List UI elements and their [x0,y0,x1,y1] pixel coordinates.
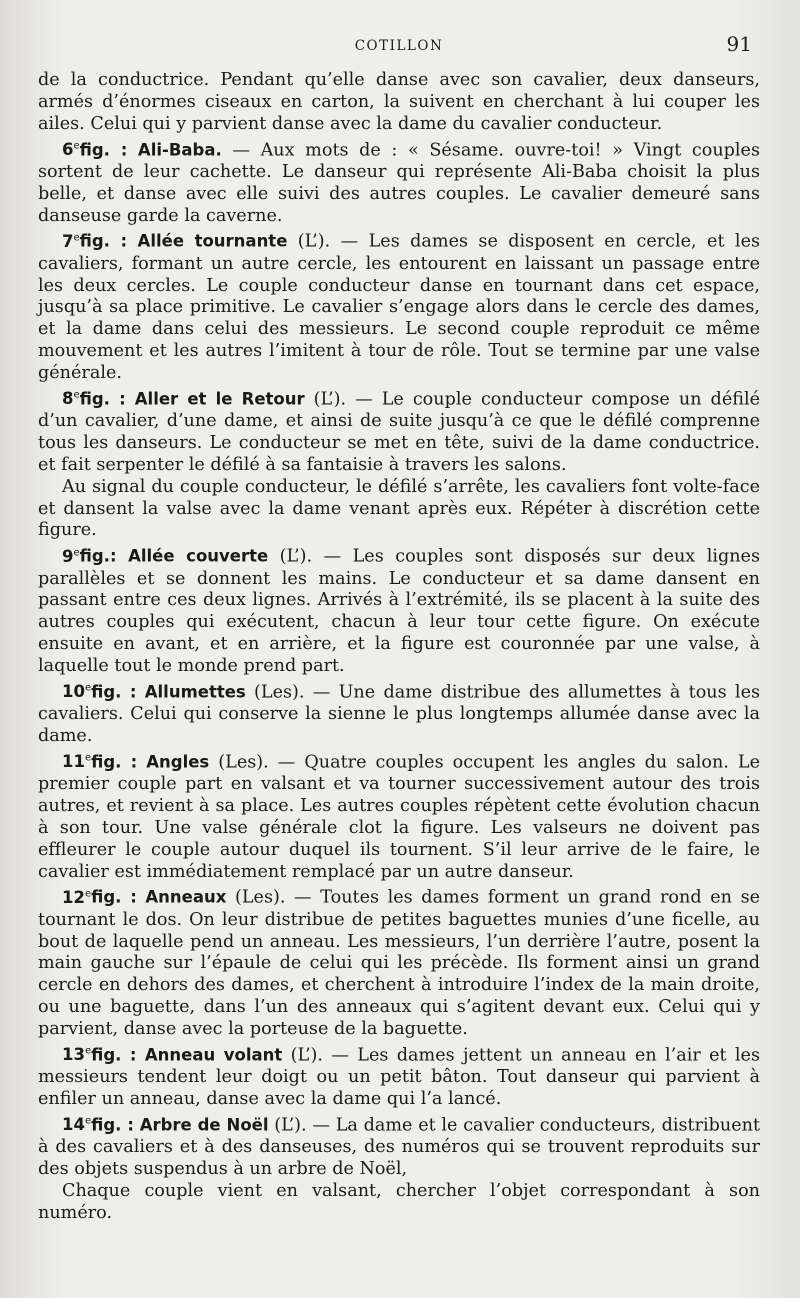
figure-label: fig. : [91,752,138,772]
figure-description: (L’). — Les dames jettent un anneau en l’air et les messieurs tendent leur doigt ou un petit bâton. Tout danseur qui parvient à enfiler un anneau, danse avec la dame qui l’a lancé. [38,1045,760,1109]
figure-label: fig. : [79,231,128,251]
figure-number: 13e [62,1045,92,1065]
figure-number: 6e [62,140,80,160]
figure-label: fig. : [91,887,137,907]
paragraph-text: de la conductrice. Pendant qu’elle danse avec son cavalier, deux danseurs, armés d’énormes ciseaux en carton, la suivent en cherchant à lui couper les ailes. Celui qui y parvient danse avec la dame du cavalier conducteur. [38,70,760,134]
figure-description: — Aux mots de : « Sésame. ouvre-toi! » Vingt couples sortent de leur cachette. Le danseur qui représente Ali-Baba choisit la plus belle, et danse avec elle suivi des autres couples. Le cavalier demeuré sans danseuse garde la caverne. [38,140,760,226]
figure-name: Allée couverte [128,546,269,566]
figure-entry [38,678,760,748]
figure-number: 8e [62,389,80,409]
figure-description: (Les). — Toutes les dames forment un grand rond en se tournant le dos. On leur distribue de petites baguettes munies d’une ficelle, au bout de laquelle pend un anneau. Les messieurs, l’un derrière l’autre, posent la main gauche sur l’épaule de celui qui les précède. Ils forment ainsi un grand cercle en dehors des dames, et cherchent à introduire l’index de la main droite, ou une baguette, dans l’un des anneaux qui s’agitent devant eux. Celui qui y parvient, danse avec la porteuse de la baguette. [38,887,761,1039]
figure-description: (L’). — La dame et le cavalier conducteurs, distribuent à des cavaliers et à des danseuses, des numéros qui se trouvent reproduits sur des objets suspendus à un arbre de Noël, [38,1115,761,1179]
figure-entry [38,385,760,477]
figure-ordinal-suffix: e [84,1115,92,1127]
figure-label: fig. : [79,389,126,409]
figure-number: 14e [62,1115,92,1135]
figure-number: 10e [62,682,92,702]
figure-entry [38,748,760,884]
figure-description: (Les). — Quatre couples occupent les angles du salon. Le premier couple part en valsant et va tourner successivement autour des trois autres, et revient à sa place. Les autres couples répètent cette évolution chacun à son tour. Une valse générale clot la figure. Les valseurs ne doivent pas effleurer le couple autour duquel ils tournent. S’il leur arrive de le faire, le cavalier est immédiatement remplacé par un autre danseur. [38,752,761,882]
figure-description: (L’). — Le couple conducteur compose un défilé d’un cavalier, d’une dame, et ainsi de suite jusqu’à ce que le défilé comprenne tous les danseurs. Le conducteur se met en tête, suivi de la dame conductrice. et fait serpenter le défilé à sa fantaisie à travers les salons. [38,389,761,475]
paragraph-text: Chaque couple vient en valsant, chercher l’objet correspondant à son numéro. [38,1180,760,1223]
paragraph [38,477,760,543]
figure-name: Angles [146,752,210,772]
figure-entry [38,883,760,1040]
figure-ordinal-suffix: e [84,888,92,900]
figure-ordinal-suffix: e [73,232,80,244]
figure-name: Allée tournante [137,231,288,251]
running-title: COTILLON [354,38,444,54]
figure-entry [38,227,760,384]
figure-number: 12e [62,887,92,907]
figure-label: fig.: [79,546,117,566]
paragraph [38,1181,760,1225]
figure-ordinal-suffix: e [73,389,80,401]
paragraph [38,70,760,136]
body-text [38,70,760,1225]
figure-entry [38,542,760,678]
figure-label: fig. : [91,1045,137,1065]
figure-label: fig. : [91,1115,134,1135]
figure-number: 7e [62,231,80,251]
figure-entry [38,136,760,228]
figure-description: (L’). — Les couples sont disposés sur deux lignes parallèles et se donnent les mains. Le conducteur et sa dame dansent en passant entre ces deux lignes. Arrivés à l’extrémité, ils se placent à la suite des autres couples qui exécutent, chacun à leur tour cette figure. On exécute ensuite en avant, et en arrière, et la figure est couronnée par une valse, à laquelle tout le monde prend part. [38,546,761,676]
figure-ordinal-suffix: e [84,682,92,694]
paragraph-text: Au signal du couple conducteur, le défilé s’arrête, les cavaliers font volte-face et dansent la valse avec la dame venant après eux. Répéter à discrétion cette figure. [38,476,760,541]
figure-description: (Les). — Une dame distribue des allumettes à tous les cavaliers. Celui qui conserve la sienne le plus longtemps allumée danse avec la dame. [38,682,761,746]
figure-label: fig. : [79,140,128,160]
figure-name: Allumettes [144,682,246,702]
page-number: 91 [726,32,752,56]
figure-entry [38,1041,760,1111]
figure-entry [38,1111,760,1181]
figure-name: Arbre de Noël [139,1115,269,1135]
figure-name: Ali-Baba. [137,140,222,160]
figure-ordinal-suffix: e [73,547,80,559]
figure-description: (L’). — Les dames se disposent en cercle, et les cavaliers, formant un autre cercle, les entourent en laissant un passage entre les deux cercles. Le couple conducteur danse en tournant dans cet espace, jusqu’à sa place primitive. Le cavalier s’engage alors dans le cercle des dames, et la dame dans celui des messieurs. Le second couple reproduit ce même mouvement et les autres l’imitent à tour de rôle. Tout se termine par une valse générale. [38,231,761,383]
figure-label: fig. : [91,682,137,702]
figure-ordinal-suffix: e [73,140,80,152]
figure-name: Aller et le Retour [134,389,305,409]
page-header [38,30,760,70]
figure-name: Anneaux [145,887,227,907]
figure-ordinal-suffix: e [84,752,92,764]
figure-number: 11e [62,752,92,772]
figure-name: Anneau volant [144,1045,283,1065]
figure-ordinal-suffix: e [84,1045,92,1057]
figure-number: 9e [62,546,80,566]
